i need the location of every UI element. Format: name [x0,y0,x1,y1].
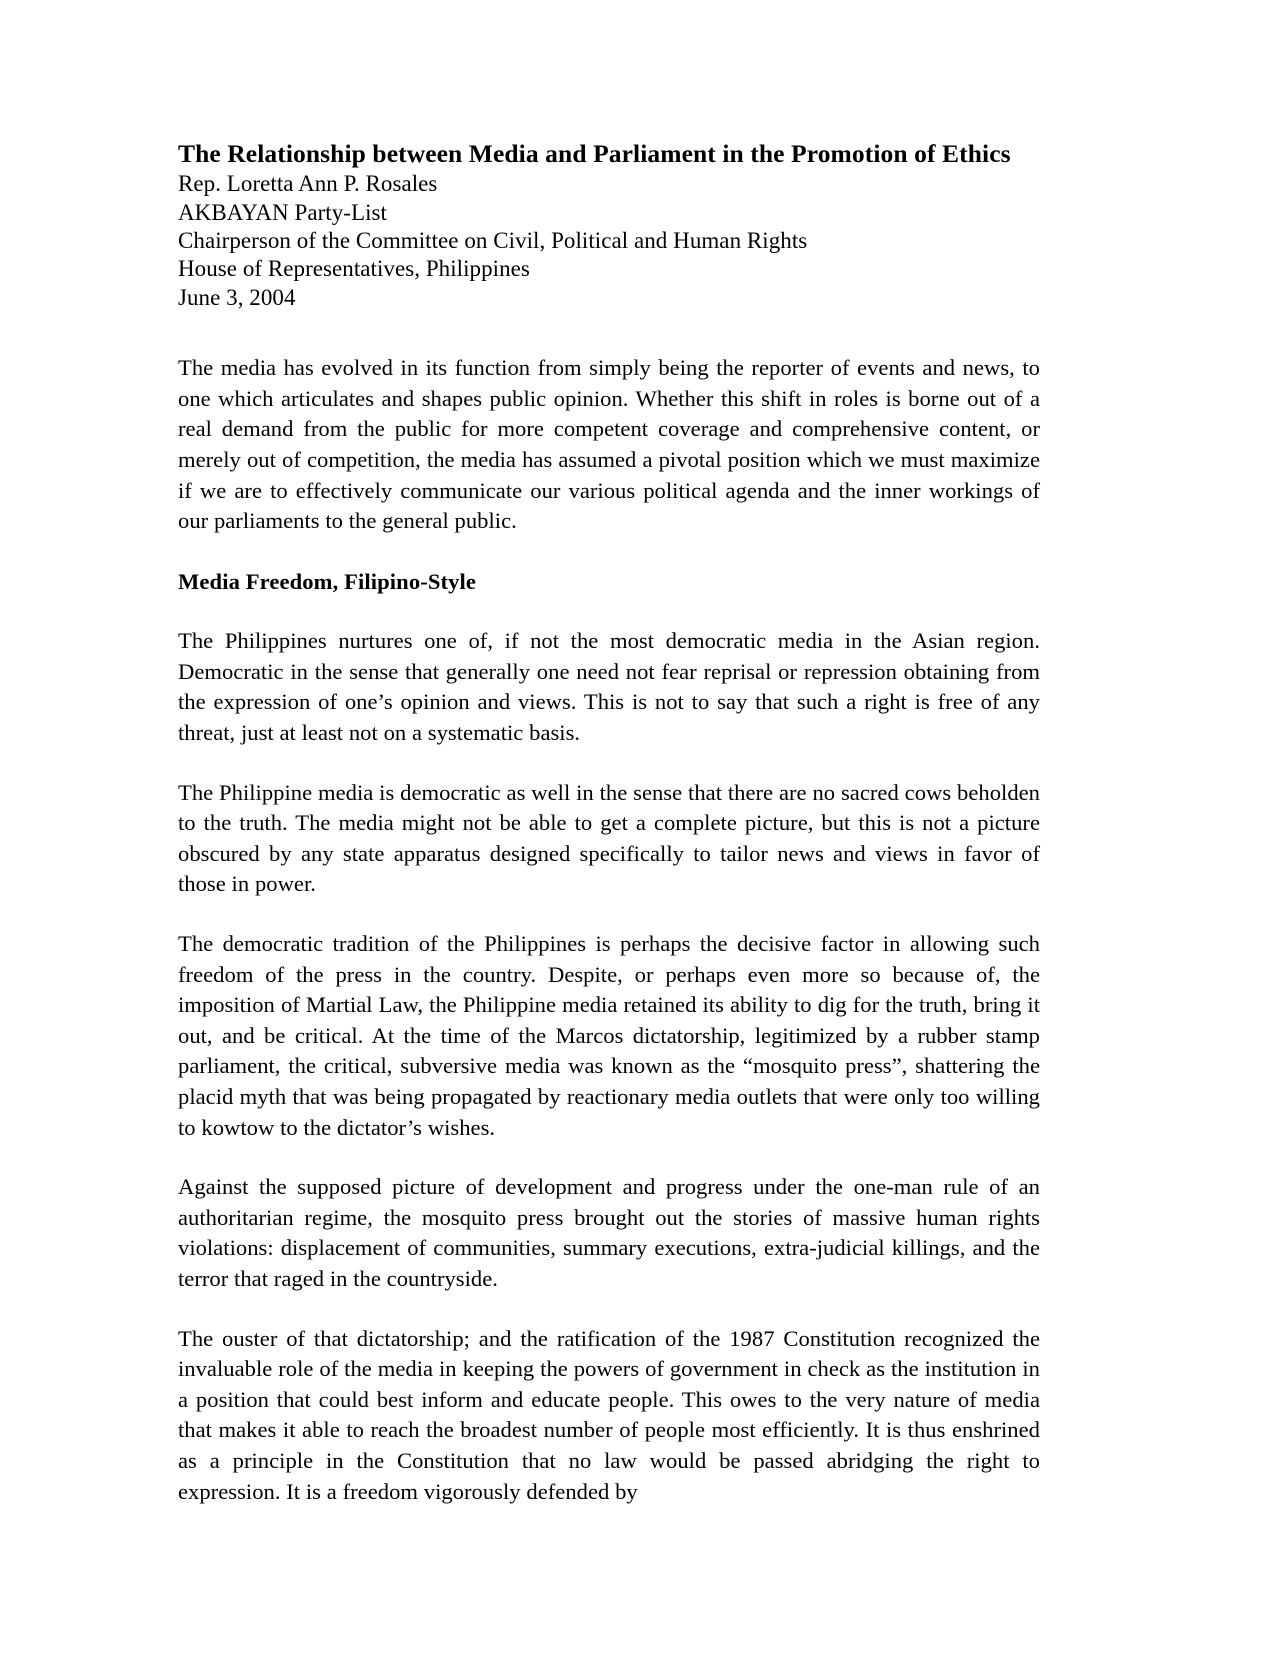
spacer [178,312,1040,353]
section-heading-media-freedom: Media Freedom, Filipino-Style [178,568,477,594]
document-content [178,138,1040,1507]
paragraph-1: The Philippines nurtures one of, if not the most democratic media in the Asian region. Democratic in the sense that generally one need not fear reprisal or repression obtaining from the expression of one’s opinion and views. This is not to say that such a right is free of any threat, just at least not on a systematic basis. [178,628,1040,745]
paragraph-5: The ouster of that dictatorship; and the ratification of the 1987 Constitution recognized the invaluable role of the media in keeping the powers of government in check as the institution in a position that could best inform and educate people. This owes to the very nature of media that makes it able to reach the broadest number of people most efficiently. It is thus enshrined as a principle in the Constitution that no law would be passed abridging the right to expression. It is a freedom vigorously defended by [178,1325,1040,1504]
paragraph-intro: The media has evolved in its function from simply being the reporter of events and news, to one which articulates and shapes public opinion. Whether this shift in roles is borne out of a real demand from the public for more competent coverage and comprehensive content, or merely out of competition, the media has assumed a pivotal position which we must maximize if we are to effectively communicate our various political agenda and the inner workings of our parliaments to the general public. [178,355,1040,534]
byline-affiliation: AKBAYAN Party-List [178,199,387,225]
paragraph-2: The Philippine media is democratic as well in the sense that there are no sacred cows beholden to the truth. The media might not be able to get a complete picture, but this is not a picture obscured by any state apparatus designed specifically to tailor news and views in favor of those in power. [178,779,1040,897]
paragraph-4: Against the supposed picture of development and progress under the one-man rule of an authoritarian regime, the mosquito press brought out the stories of massive human rights violations: displacement of communities, summary executions, extra-judicial killings, and the terror that raged in the countryside. [178,1174,1040,1292]
byline-role: Chairperson of the Committee on Civil, Political and Human Rights [178,227,808,253]
byline-institution: House of Representatives, Philippines [178,256,530,282]
byline-author: Rep. Loretta Ann P. Rosales [178,171,438,197]
byline-date: June 3, 2004 [178,284,296,310]
paragraph-3: The democratic tradition of the Philippines is perhaps the decisive factor in allowing such freedom of the press in the country. Despite, or perhaps even more so because of, the imposition of Martial Law, the Philippine media retained its ability to dig for the truth, bring it out, and be critical. At the time of the Marcos dictatorship, legitimized by a rubber stamp parliament, the critical, subversive media was known as the “mosquito press”, shattering the placid myth that was being propagated by reactionary media outlets that were only too willing to kowtow to the dictator’s wishes. [178,930,1040,1140]
byline-block [178,170,1040,312]
page-title: The Relationship between Media and Parliament in the Promotion of Ethics [178,139,1011,168]
